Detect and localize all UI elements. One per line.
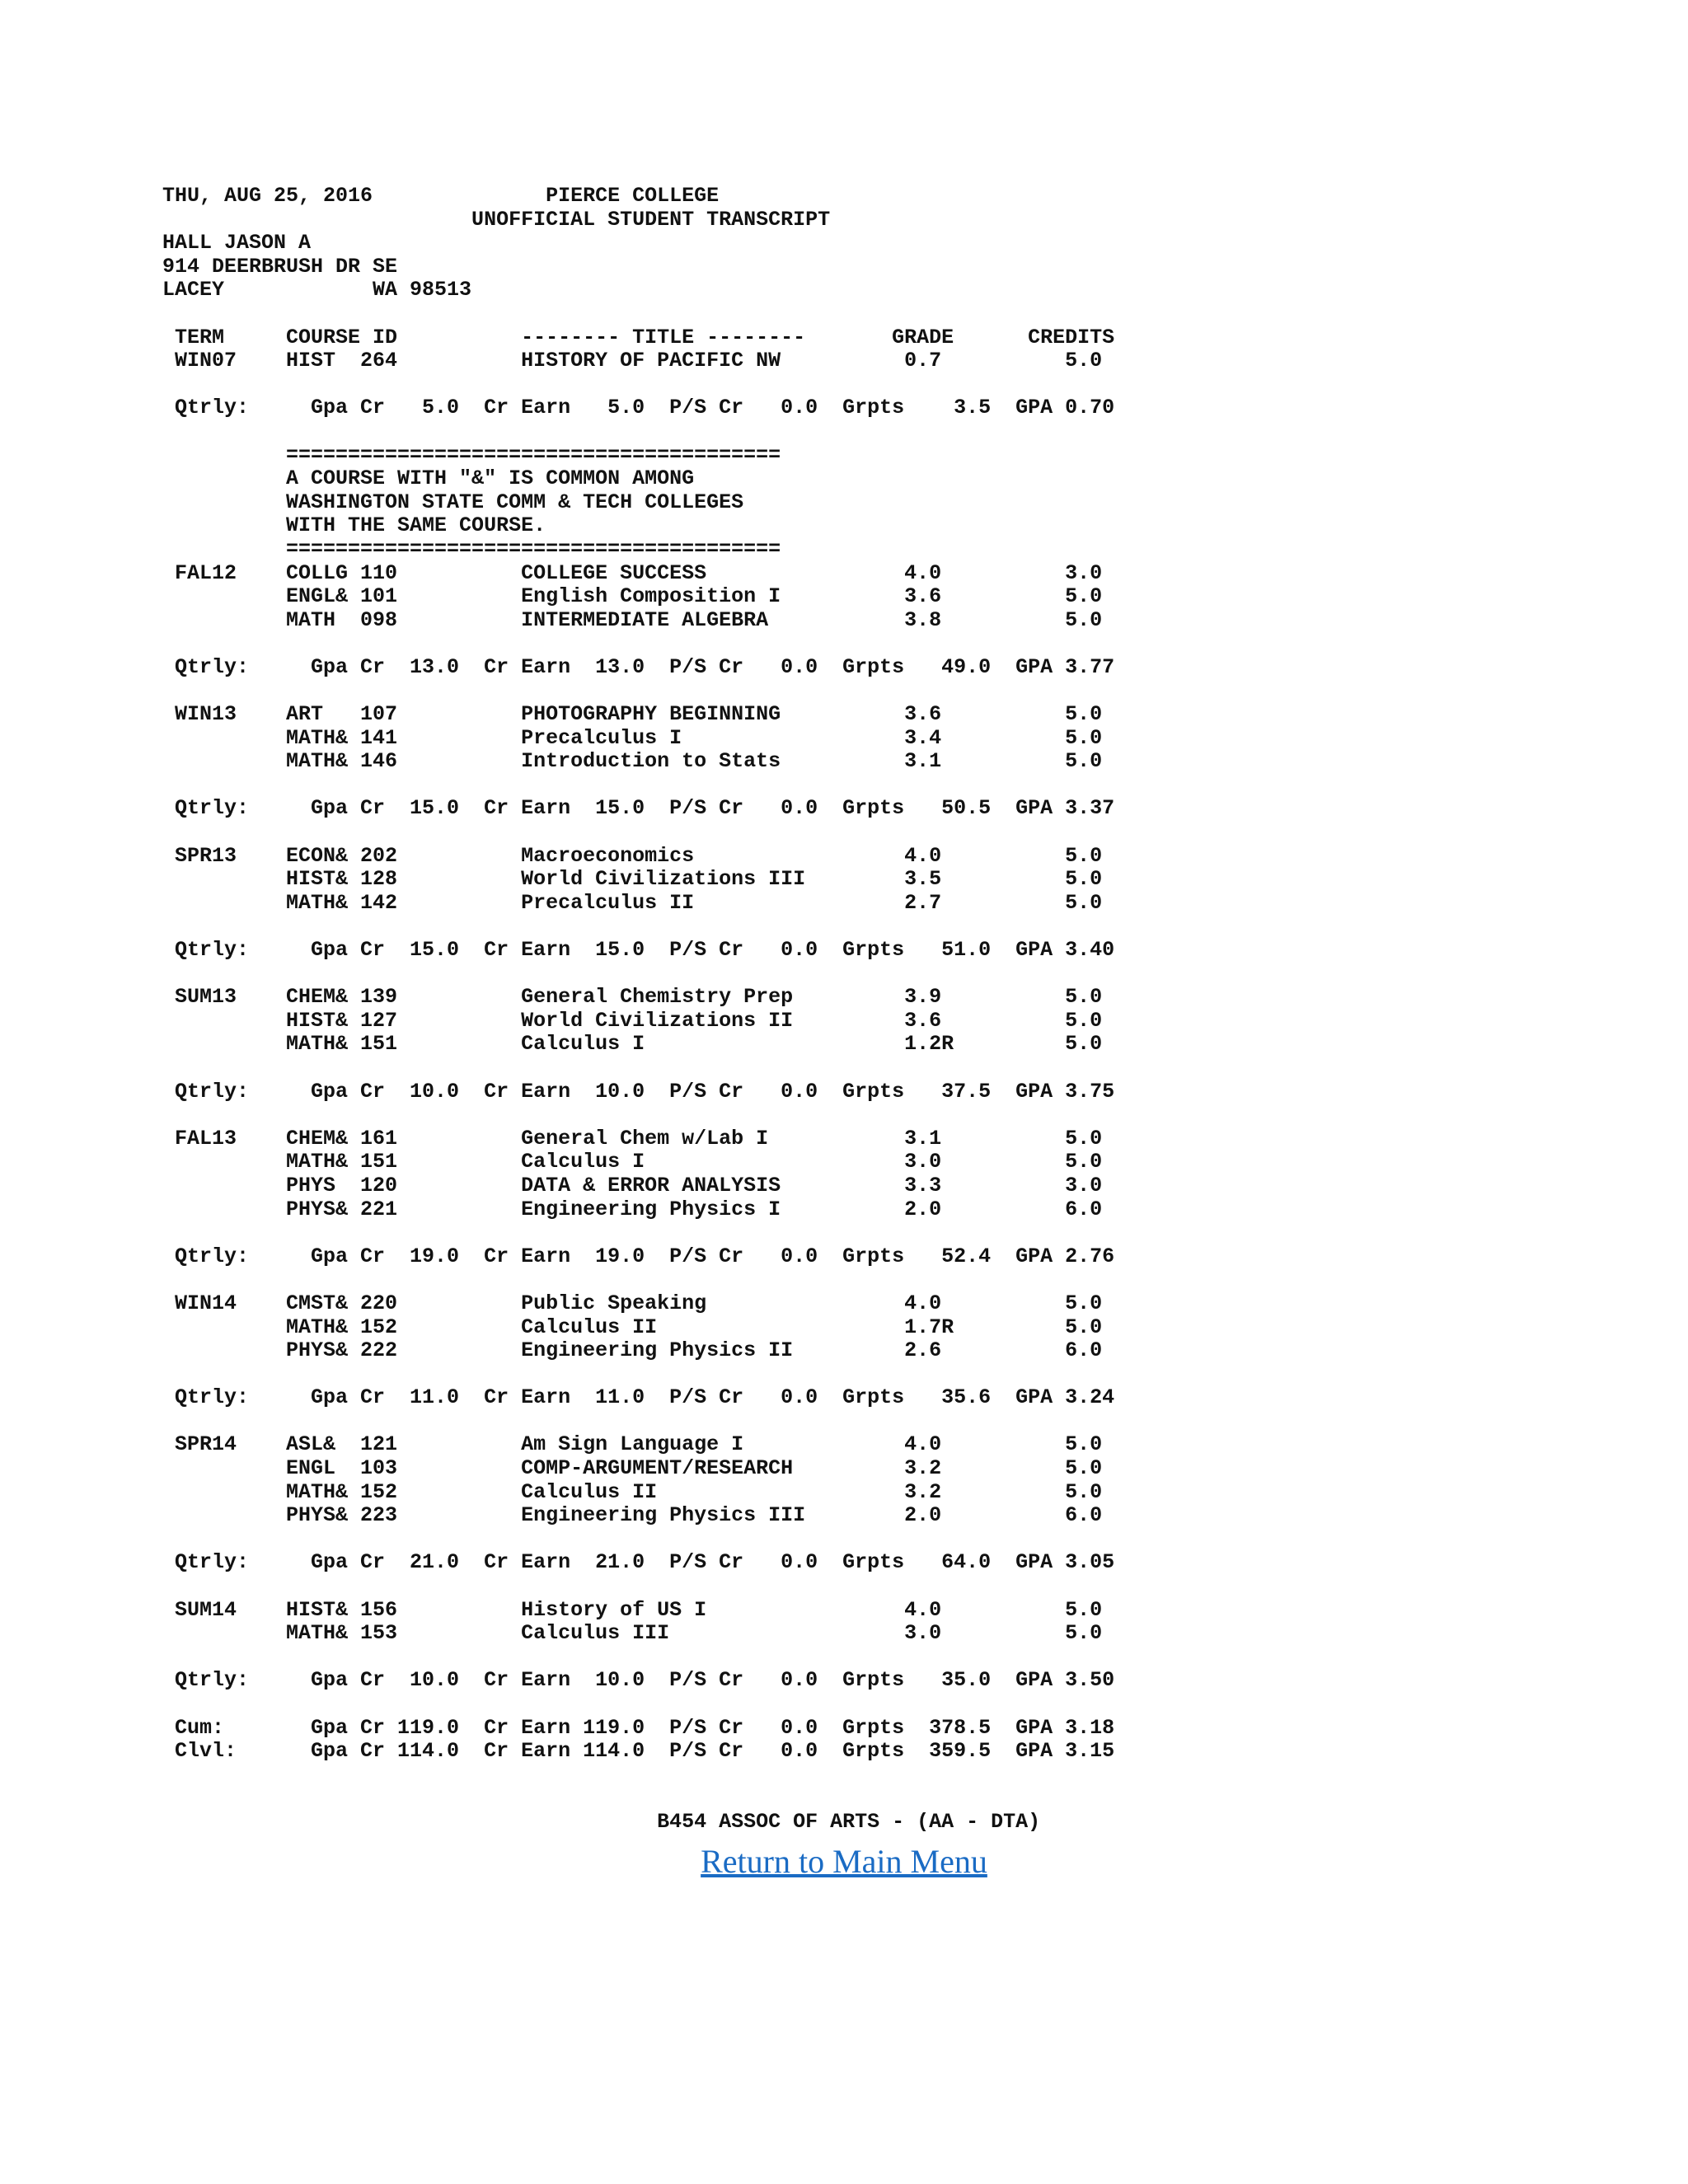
transcript-line: ENGL 103 COMP-ARGUMENT/RESEARCH 3.2 5.0 — [162, 1456, 1103, 1481]
transcript-line: THU, AUG 25, 2016 PIERCE COLLEGE — [162, 184, 720, 208]
transcript-line — [162, 1057, 1114, 1080]
transcript-line: MATH& 152 Calculus II 1.7R 5.0 — [162, 1315, 1103, 1339]
return-to-main-menu-link[interactable]: Return to Main Menu — [701, 1843, 987, 1880]
transcript-line: UNOFFICIAL STUDENT TRANSCRIPT — [162, 207, 831, 232]
transcript-line: ======================================== — [162, 443, 781, 467]
transcript-line: MATH& 152 Calculus II 3.2 5.0 — [162, 1479, 1103, 1504]
transcript-line: FAL12 COLLG 110 COLLEGE SUCCESS 4.0 3.0 — [162, 560, 1103, 585]
transcript-line: PHYS& 223 Engineering Physics III 2.0 6.0 — [162, 1503, 1103, 1528]
transcript-line — [162, 1528, 1114, 1552]
transcript-line: WIN07 HIST 264 HISTORY OF PACIFIC NW 0.7 5.0 — [162, 349, 1103, 373]
transcript-line: ENGL& 101 English Composition I 3.6 5.0 — [162, 584, 1103, 609]
transcript-line: Qtrly: Gpa Cr 15.0 Cr Earn 15.0 P/S Cr 0.0 Grpts 50.5 GPA 3.37 — [162, 796, 1115, 821]
transcript-line: MATH& 141 Precalculus I 3.4 5.0 — [162, 725, 1103, 750]
transcript-line: Qtrly: Gpa Cr 21.0 Cr Earn 21.0 P/S Cr 0.0 Grpts 64.0 GPA 3.05 — [162, 1550, 1115, 1575]
transcript-line: HIST& 128 World Civilizations III 3.5 5.0 — [162, 867, 1103, 892]
transcript-line — [162, 420, 1114, 444]
transcript-line: SUM13 CHEM& 139 General Chemistry Prep 3.9 5.0 — [162, 985, 1103, 1010]
transcript-line: MATH& 146 Introduction to Stats 3.1 5.0 — [162, 749, 1103, 774]
transcript-line: A COURSE WITH "&" IS COMMON AMONG — [162, 466, 695, 491]
transcript-line — [162, 915, 1114, 939]
transcript-line: 914 DEERBRUSH DR SE — [162, 254, 398, 279]
transcript-line — [162, 1646, 1114, 1670]
transcript-line: MATH& 153 Calculus III 3.0 5.0 — [162, 1621, 1103, 1646]
transcript-line: Qtrly: Gpa Cr 11.0 Cr Earn 11.0 P/S Cr 0.0 Grpts 35.6 GPA 3.24 — [162, 1385, 1115, 1410]
transcript-line: FAL13 CHEM& 161 General Chem w/Lab I 3.1 5.0 — [162, 1126, 1103, 1151]
transcript-line: Qtrly: Gpa Cr 13.0 Cr Earn 13.0 P/S Cr 0.0 Grpts 49.0 GPA 3.77 — [162, 654, 1115, 679]
transcript-listing — [162, 185, 1114, 1835]
transcript-line: B454 ASSOC OF ARTS - (AA - DTA) — [162, 1809, 1041, 1834]
transcript-line — [162, 632, 1114, 656]
transcript-line — [162, 1787, 1114, 1811]
transcript-line — [162, 373, 1114, 397]
transcript-line: WITH THE SAME COURSE. — [162, 513, 546, 538]
transcript-line: WIN13 ART 107 PHOTOGRAPHY BEGINNING 3.6 5.0 — [162, 702, 1103, 727]
transcript-line: Qtrly: Gpa Cr 19.0 Cr Earn 19.0 P/S Cr 0.0 Grpts 52.4 GPA 2.76 — [162, 1244, 1115, 1268]
transcript-line: MATH 098 INTERMEDIATE ALGEBRA 3.8 5.0 — [162, 607, 1103, 632]
transcript-line: PHYS& 221 Engineering Physics I 2.0 6.0 — [162, 1197, 1103, 1221]
transcript-line: PHYS 120 DATA & ERROR ANALYSIS 3.3 3.0 — [162, 1173, 1103, 1197]
transcript-line: MATH& 151 Calculus I 3.0 5.0 — [162, 1150, 1103, 1174]
transcript-line — [162, 1575, 1114, 1599]
transcript-line — [162, 1268, 1114, 1292]
transcript-line: SPR14 ASL& 121 Am Sign Language I 4.0 5.0 — [162, 1432, 1103, 1457]
transcript-line: ======================================== — [162, 537, 781, 561]
transcript-line: MATH& 151 Calculus I 1.2R 5.0 — [162, 1032, 1103, 1057]
transcript-line — [162, 1764, 1114, 1788]
transcript-line: SUM14 HIST& 156 History of US I 4.0 5.0 — [162, 1597, 1103, 1622]
transcript-line — [162, 679, 1114, 703]
transcript-line: Qtrly: Gpa Cr 15.0 Cr Earn 15.0 P/S Cr 0.0 Grpts 51.0 GPA 3.40 — [162, 938, 1115, 962]
transcript-line — [162, 963, 1114, 987]
transcript-line: PHYS& 222 Engineering Physics II 2.6 6.0 — [162, 1338, 1103, 1363]
transcript-line: TERM COURSE ID -------- TITLE -------- GRADE CREDITS — [162, 325, 1115, 349]
transcript-line — [162, 1221, 1114, 1245]
transcript-line: Qtrly: Gpa Cr 5.0 Cr Earn 5.0 P/S Cr 0.0 Grpts 3.5 GPA 0.70 — [162, 396, 1115, 420]
transcript-line: LACEY WA 98513 — [162, 278, 472, 302]
transcript-line: Cum: Gpa Cr 119.0 Cr Earn 119.0 P/S Cr 0.0 Grpts 378.5 GPA 3.18 — [162, 1715, 1115, 1740]
transcript-line — [162, 1363, 1114, 1387]
transcript-line — [162, 1104, 1114, 1127]
transcript-line — [162, 302, 1114, 326]
transcript-line: SPR13 ECON& 202 Macroeconomics 4.0 5.0 — [162, 843, 1103, 868]
transcript-line: WIN14 CMST& 220 Public Speaking 4.0 5.0 — [162, 1291, 1103, 1315]
transcript-line — [162, 1693, 1114, 1717]
transcript-line: MATH& 142 Precalculus II 2.7 5.0 — [162, 890, 1103, 915]
transcript-line — [162, 1410, 1114, 1434]
transcript-line: HALL JASON A — [162, 231, 312, 255]
transcript-line: Clvl: Gpa Cr 114.0 Cr Earn 114.0 P/S Cr 0.0 Grpts 359.5 GPA 3.15 — [162, 1739, 1115, 1764]
transcript-line: Qtrly: Gpa Cr 10.0 Cr Earn 10.0 P/S Cr 0.0 Grpts 37.5 GPA 3.75 — [162, 1079, 1115, 1104]
transcript-line: HIST& 127 World Civilizations II 3.6 5.0 — [162, 1008, 1103, 1033]
transcript-line — [162, 821, 1114, 845]
footer — [0, 1842, 1688, 1882]
transcript-line: Qtrly: Gpa Cr 10.0 Cr Earn 10.0 P/S Cr 0.0 Grpts 35.0 GPA 3.50 — [162, 1668, 1115, 1693]
transcript-line: WASHINGTON STATE COMM & TECH COLLEGES — [162, 490, 744, 514]
transcript-line — [162, 774, 1114, 798]
